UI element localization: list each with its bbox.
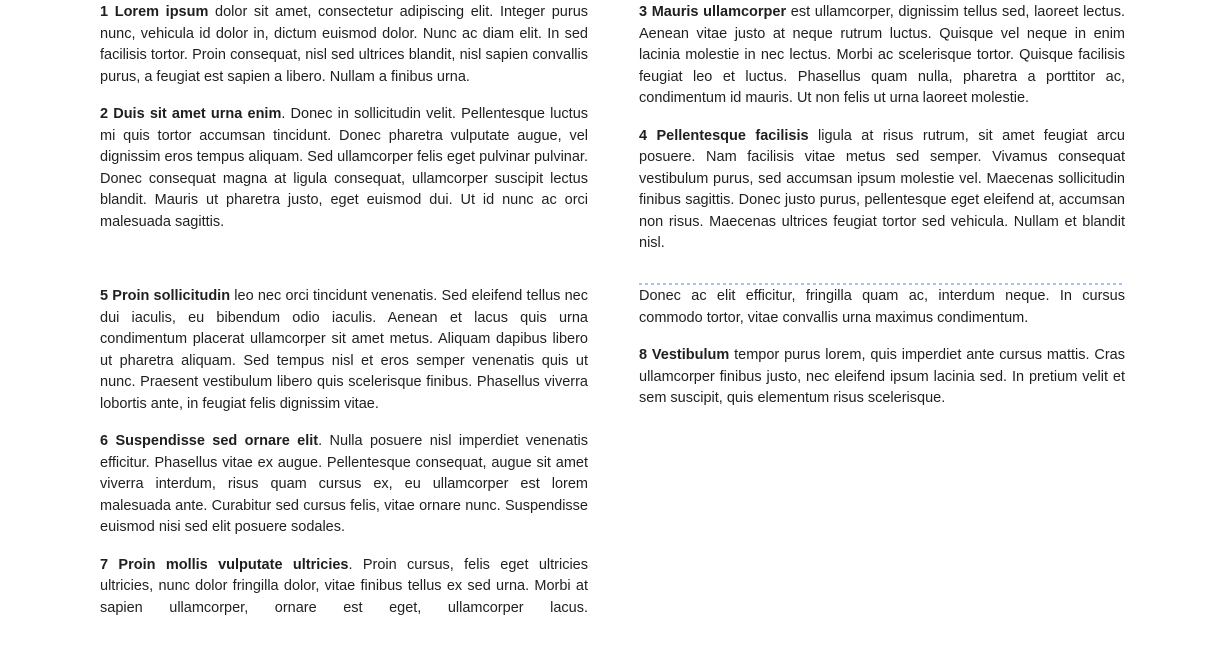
paragraph-4-lead: 4 Pellentesque facilisis [639, 127, 809, 144]
paragraph-5-body: leo nec orci tincidunt venenatis. Sed eleifend tellus nec dui iaculis, eu bibendum odio iaculis. Aenean et lacus quis urna condimentum placerat ullamcorper sit amet metus. Aliquam dapibus libero ut pharetra aliquam. Sed tempus nisl et eros semper venenatis quis ut nunc. Praesent vestibulum libero quis scelerisque finibus. Phasellus viverra lobortis ante, in feugiat felis dignissim vitae. [100, 288, 588, 412]
paragraph-3-lead: 3 Mauris ullamcorper [639, 4, 787, 20]
paragraph-2-lead: 2 Duis sit amet urna enim [100, 106, 282, 122]
paragraph-3-body: est ullamcorper, dignissim tellus sed, laoreet lectus. Aenean vitae justo at neque rutrum luctus. Quisque vel neque in enim lacinia molestie in nec lectus. Morbi ac scelerisque tortor. Quisque facilisis feugiat leo et luctus. Phasellus quam nulla, pharetra a porttitor ac, condimentum id mauris. Ut non felis ut urna laoreet molestie. [639, 4, 1125, 106]
paragraph-2-body: . Donec in sollicitudin velit. Pellentesque luctus mi quis tortor accumsan tincidunt. Donec pharetra vulputate augue, vel dignissim eros tempus aliquam. Sed ullamcorper felis eget pulvinar pulvinar. Donec consequat magna at ligula consequat, ullamcorper suscipit lectus blandit. Mauris ut pharetra justo, eget euismod dui. Ut id nunc ac orci malesuada sagittis. [100, 106, 589, 230]
document-section-1 [100, 2, 1230, 286]
paragraph-7-lead: 7 Proin mollis vulputate ultricies [100, 556, 349, 573]
paragraph-1 [100, 2, 588, 88]
column-right [639, 286, 1125, 619]
paragraph-1-body: dolor sit amet, consectetur adipiscing elit. Integer purus nunc, vehicula id dolor in, dictum euismod dolor. Nunc ac diam elit. In sed facilisis tortor. Proin consequat, nisl sed ultrices blandit, nisl sapien convallis purus, a feugiat est sapien a libero. Nullam a finibus urna. [100, 4, 589, 85]
paragraph-1-lead: 1 Lorem ipsum [100, 4, 209, 20]
column-left [100, 2, 588, 286]
document-section-2 [100, 286, 1230, 619]
paragraph-2 [100, 104, 588, 233]
paragraph-5 [100, 286, 588, 415]
paragraph-7-body: . Proin cursus, felis eget ultricies ultricies, nunc dolor fringilla dolor, vitae finibus tellus ex sed urna. Morbi at sapien ullamcorper, ornare est eget, ullamcorper lacus. [100, 556, 588, 616]
paragraph-4-body: ligula at risus rutrum, sit amet feugiat arcu posuere. Nam facilisis vitae metus sed semper. Vivamus consequat vestibulum purus, sed accumsan ipsum molestie vel. Maecenas sollicitudin finibus sagittis. Donec justo purus, pellentesque eget eleifend at, accumsan non risus. Maecenas ultrices feugiat tortor sed vehicula. Nullam et blandit nisl. [639, 127, 1125, 251]
paragraph-continuation [639, 286, 1125, 329]
paragraph-8-lead: 8 Vestibulum [639, 347, 730, 363]
paragraph-8 [639, 345, 1125, 410]
paragraph-6 [100, 431, 588, 539]
paragraph-8-body: tempor purus lorem, quis imperdiet ante cursus mattis. Cras ullamcorper finibus justo, nec eleifend ipsum lacinia sed. In pretium velit et sem suscipit, quis elementum risus scelerisque. [639, 347, 1125, 406]
paragraph-7 [100, 555, 588, 620]
paragraph-6-lead: 6 Suspendisse sed ornare elit [100, 433, 319, 449]
paragraph-5-lead: 5 Proin sollicitudin [100, 288, 231, 304]
paragraph-6-body: . Nulla posuere nisl imperdiet venenatis efficitur. Phasellus vitae ex augue. Pellentesque consequat, augue sit amet viverra interdum, risus quam cursus ex, eu ullamcorper est lorem malesuada ante. Curabitur sed cursus felis, vitae ornare nunc. Suspendisse euismod nisi sed elit posuere sodales. [100, 433, 588, 535]
paragraph-4 [639, 126, 1125, 255]
paragraph-3 [639, 2, 1125, 110]
column-left [100, 286, 588, 619]
column-right [639, 2, 1125, 286]
paragraph-continuation-body: Donec ac elit efficitur, fringilla quam ac, interdum neque. In cursus commodo tortor, vitae convallis urna maximus condimentum. [639, 288, 1125, 326]
section-break-dashed-line [639, 283, 1125, 285]
